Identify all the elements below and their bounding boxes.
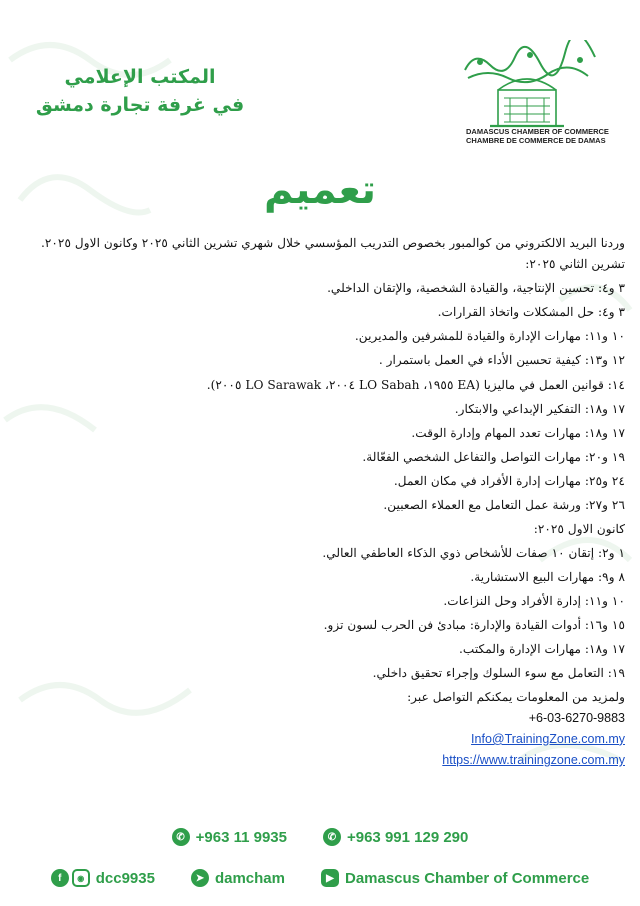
contact-website-line [10,751,625,770]
footer-social-telegram[interactable] [191,869,285,887]
list-item: ٨ و٩: مهارات البيع الاستشارية. [470,569,625,584]
circular-body [10,234,625,772]
instagram-icon: ◉ [72,869,90,887]
list-item: ٢٦ و٢٧: ورشة عمل التعامل مع العملاء الصعبين. [383,497,625,512]
footer-social-2-text: damcham [214,869,285,887]
youtube-icon: ▶ [321,869,339,887]
chamber-logo [460,40,610,140]
footer-social-1-text: dcc9935 [95,869,155,887]
chamber-name-french: CHAMBRE DE COMMERCE DE DAMAS [466,136,606,146]
footer-social-facebook-instagram[interactable] [51,869,155,887]
footer-phone-1-text: +963 11 9935 [195,828,287,846]
contact-phone: +6-03-6270-9883 [528,710,625,725]
office-line-1: المكتب الإعلامي [64,66,216,88]
list-item: ٢٤ و٢٥: مهارات إدارة الأفراد في مكان العمل. [393,473,625,488]
intro-paragraph: وردنا البريد الالكتروني من كوالمبور بخصوص التدريب المؤسسي خلال شهري تشرين الثاني ٢٠٢٥ وكانون الاول ٢٠٢٥. [40,236,625,250]
footer-phone-2[interactable] [323,828,468,846]
month-heading-november: تشرين الثاني ٢٠٢٥: [525,257,625,272]
media-office-title [20,64,260,119]
contact-email-line [10,730,625,749]
footer-phones [0,828,640,846]
list-item: ١٠ و١١: مهارات الإدارة والقيادة للمشرفين والمديرين. [354,329,625,344]
list-item: ١٩ و٢٠: مهارات التواصل والتفاعل الشخصي الفعّالة. [362,449,625,464]
list-item: ١٧ و١٨: التفكير الإبداعي والابتكار. [454,401,625,416]
contact-website-link[interactable]: https://www.trainingzone.com.my [442,753,625,768]
list-item: ١٤: قوانين العمل في ماليزيا (EA ١٩٥٥، LO Sabah ٢٠٠٤، LO Sarawak ٢٠٠٥). [206,377,625,392]
list-item: ١٩: التعامل مع سوء السلوك وإجراء تحقيق داخلي. [372,666,625,681]
telegram-icon: ➤ [191,869,209,887]
month-heading-december: كانون الاول ٢٠٢٥: [533,521,625,536]
footer-social [0,869,640,887]
office-line-2: في غرفة تجارة دمشق [35,93,245,116]
phone-icon: ✆ [172,828,190,846]
contact-intro: ولمزيد من المعلومات يمكنكم التواصل عبر: [407,690,625,705]
list-item: ٣ و٤: حل المشكلات واتخاذ القرارات. [437,305,625,320]
list-item: ١٠ و١١: إدارة الأفراد وحل النزاعات. [443,593,625,608]
footer-social-youtube[interactable] [321,869,589,887]
chamber-name-latin [466,127,609,146]
contact-email-link[interactable]: Info@TrainingZone.com.my [471,731,625,746]
chamber-name-english: DAMASCUS CHAMBER OF COMMERCE [466,127,609,136]
footer-social-3-text: Damascus Chamber of Commerce [344,869,590,887]
list-item: ١٥ و١٦: أدوات القيادة والإدارة: مبادئ فن الحرب لسون تزو. [323,617,625,632]
list-item: ١ و٢: إتقان ١٠ صفات للأشخاص ذوي الذكاء العاطفي العالي. [322,545,625,560]
whatsapp-icon: ✆ [323,828,341,846]
list-item: ١٧ و١٨: مهارات تعدد المهام وإدارة الوقت. [411,425,625,440]
list-item: ١٢ و١٣: كيفية تحسين الأداء في العمل باستمرار . [378,353,625,368]
footer-phone-1[interactable] [172,828,287,846]
list-item: ٣ و٤: تحسين الإنتاجية، والقيادة الشخصية، والإتقان الداخلي. [327,281,625,296]
facebook-icon: f [51,869,69,887]
footer-phone-2-text: +963 991 129 290 [346,828,469,846]
document-title: تعميم [263,167,377,213]
list-item: ١٧ و١٨: مهارات الإدارة والمكتب. [459,642,625,657]
